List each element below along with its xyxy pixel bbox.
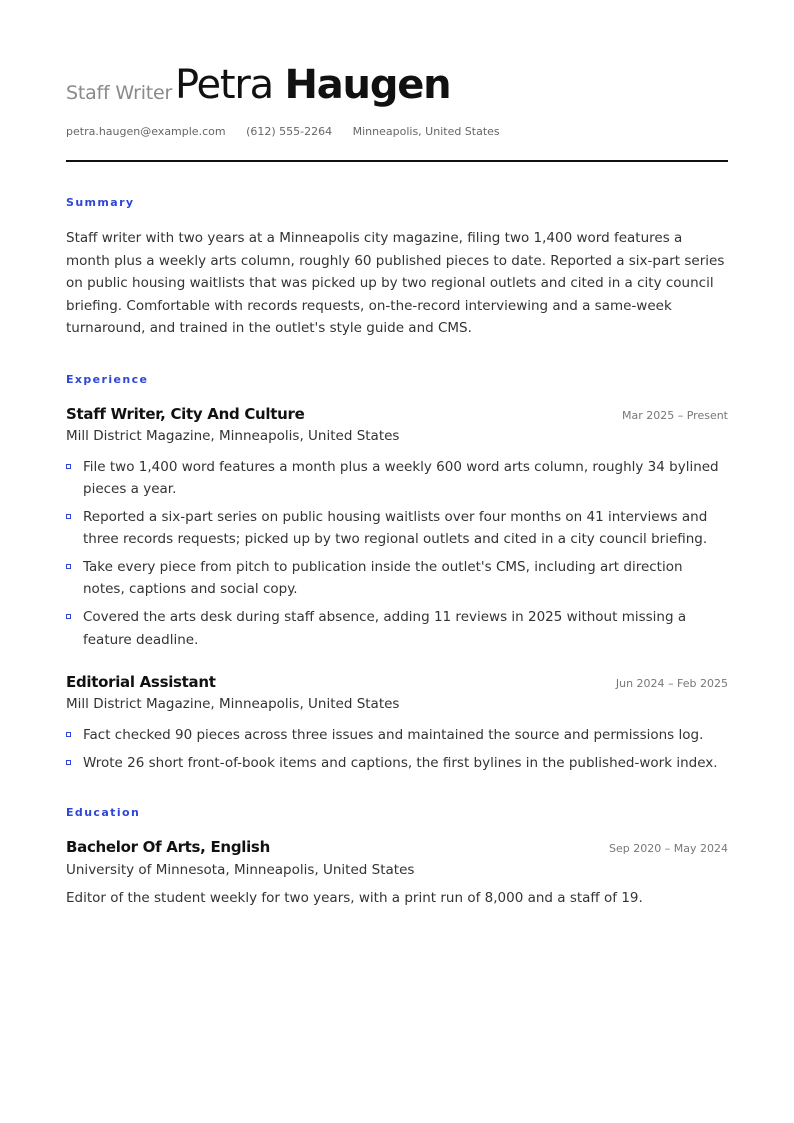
job-organization: Mill District Magazine, Minneapolis, United States [66,428,400,444]
degree-title: Bachelor Of Arts, English [66,838,270,856]
list-item [66,506,728,551]
square-bullet-icon [66,614,71,619]
section-title-education: Education [66,806,141,819]
bullet-text: Take every piece from pitch to publication inside the outlet's CMS, including art direction notes, captions and social copy. [83,559,683,598]
contact-line [66,125,517,138]
school-name: University of Minnesota, Minneapolis, United States [66,862,415,878]
bullet-text: Reported a six-part series on public housing waitlists over four months on 41 interviews and three records requests; picked up by two regional outlets and cited in a city council briefing. [83,509,708,548]
email-link[interactable]: petra.haugen@example.com [66,125,226,138]
list-item [66,556,728,601]
job-title: Editorial Assistant [66,673,216,691]
bullet-text: Covered the arts desk during staff absence, adding 11 reviews in 2025 without missing a feature deadline. [83,609,687,648]
square-bullet-icon [66,464,71,469]
education-dates: Sep 2020 – May 2024 [609,842,728,855]
list-item [66,456,728,501]
section-title-experience: Experience [66,373,149,386]
section-title-summary: Summary [66,196,135,209]
list-item [66,606,728,651]
job-bullets [66,724,728,780]
bullet-text: Wrote 26 short front-of-book items and captions, the first bylines in the published-work index. [83,754,718,771]
education-note: Editor of the student weekly for two years, with a print run of 8,000 and a staff of 19. [66,890,643,906]
bullet-text: Fact checked 90 pieces across three issues and maintained the source and permissions log. [83,727,704,743]
square-bullet-icon [66,514,71,519]
job-bullets [66,456,728,656]
bullet-text: File two 1,400 word features a month plus a weekly 600 word arts column, roughly 34 bylined pieces a year. [83,459,719,498]
square-bullet-icon [66,732,71,737]
phone-number: (612) 555-2264 [246,125,333,138]
square-bullet-icon [66,760,71,765]
square-bullet-icon [66,564,71,569]
resume-header [66,62,728,110]
list-item [66,752,728,774]
first-name: Petra [175,62,273,108]
last-name: Haugen [284,62,451,108]
person-name [175,62,450,108]
job-role: Staff Writer [66,82,173,104]
job-dates: Jun 2024 – Feb 2025 [615,677,728,690]
job-dates: Mar 2025 – Present [621,409,728,422]
summary-text: Staff writer with two years at a Minneapolis city magazine, filing two 1,400 word features a month plus a weekly arts column, roughly 60 published pieces to date. Reported a six-part series on public housing waitlists that was picked up by two regional outlets and cited in a city council briefing. Comfortable with records requests, on-the-record interviewing and a same-week turnaround, and trained in the outlet's style guide and CMS. [66,230,725,336]
header-divider [66,160,728,162]
list-item [66,724,728,746]
job-title: Staff Writer, City And Culture [66,405,305,423]
job-organization: Mill District Magazine, Minneapolis, United States [66,696,400,712]
location: Minneapolis, United States [352,125,500,138]
